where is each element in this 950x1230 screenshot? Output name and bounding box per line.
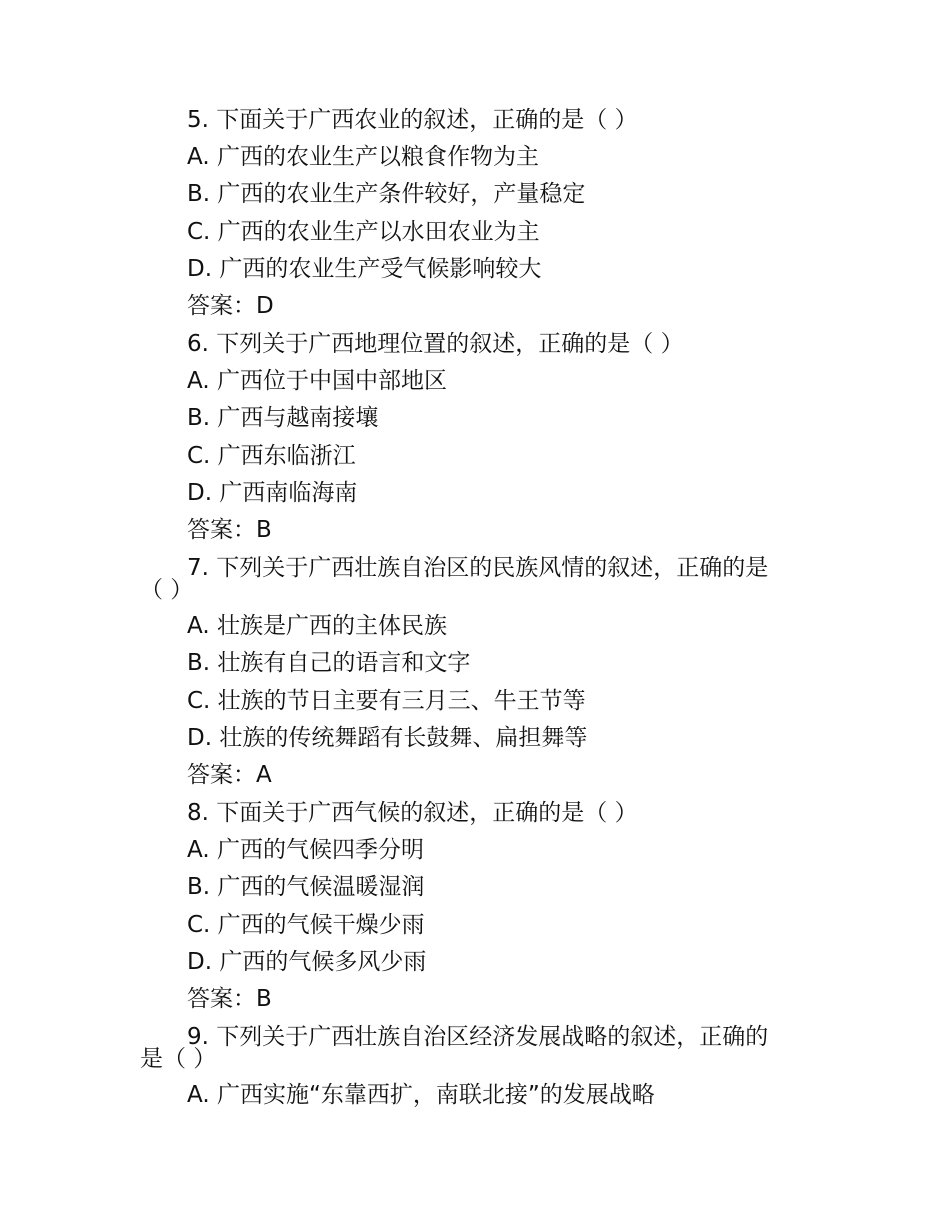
- question-6-option-c: C. 广西东临浙江: [187, 443, 356, 469]
- question-8-option-b: B. 广西的气候温暖湿润: [187, 874, 425, 900]
- question-7-stem-continuation: （ ）: [140, 577, 194, 603]
- question-5-stem: [187, 105, 638, 135]
- question-5-option-c: C. 广西的农业生产以水田农业为主: [187, 219, 540, 245]
- question-number: 6.: [187, 331, 209, 357]
- question-7-stem: [187, 553, 768, 583]
- question-text: 下面关于广西农业的叙述，正确的是（ ）: [216, 107, 638, 133]
- question-6-option-d: D. 广西南临海南: [187, 480, 358, 506]
- question-7-option-b: B. 壮族有自己的语言和文字: [187, 650, 471, 676]
- question-7-option-c: C. 壮族的节日主要有三月三、牛王节等: [187, 688, 586, 714]
- question-7-option-a: A. 壮族是广西的主体民族: [187, 613, 447, 639]
- question-number: 7.: [187, 555, 209, 581]
- question-9-option-a: A. 广西实施“东靠西扩，南联北接”的发展战略: [187, 1082, 655, 1108]
- question-8-stem: [187, 798, 638, 828]
- question-7-option-d: D. 壮族的传统舞蹈有长鼓舞、扁担舞等: [187, 725, 588, 751]
- question-number: 9.: [187, 1024, 209, 1050]
- question-text: 下列关于广西壮族自治区经济发展战略的叙述，正确的: [216, 1024, 769, 1050]
- question-8-option-d: D. 广西的气候多风少雨: [187, 949, 427, 975]
- question-5-option-b: B. 广西的农业生产条件较好，产量稳定: [187, 181, 586, 207]
- question-7-answer: 答案：A: [187, 762, 272, 788]
- question-5-option-a: A. 广西的农业生产以粮食作物为主: [187, 144, 539, 170]
- question-6-option-a: A. 广西位于中国中部地区: [187, 368, 447, 394]
- question-6-stem: [187, 329, 684, 359]
- question-6-answer: 答案：B: [187, 517, 272, 543]
- question-text: 下面关于广西气候的叙述，正确的是（ ）: [216, 800, 638, 826]
- question-text: 下列关于广西壮族自治区的民族风情的叙述，正确的是: [216, 555, 769, 581]
- question-9-stem-continuation: 是（ ）: [140, 1046, 217, 1072]
- question-text: 下列关于广西地理位置的叙述，正确的是（ ）: [216, 331, 684, 357]
- question-number: 5.: [187, 107, 209, 133]
- question-6-option-b: B. 广西与越南接壤: [187, 405, 379, 431]
- question-5-answer: 答案：D: [187, 293, 274, 319]
- question-5-option-d: D. 广西的农业生产受气候影响较大: [187, 256, 542, 282]
- question-8-answer: 答案：B: [187, 986, 272, 1012]
- question-8-option-c: C. 广西的气候干燥少雨: [187, 912, 425, 938]
- question-number: 8.: [187, 800, 209, 826]
- question-9-stem: [187, 1022, 768, 1052]
- question-8-option-a: A. 广西的气候四季分明: [187, 837, 424, 863]
